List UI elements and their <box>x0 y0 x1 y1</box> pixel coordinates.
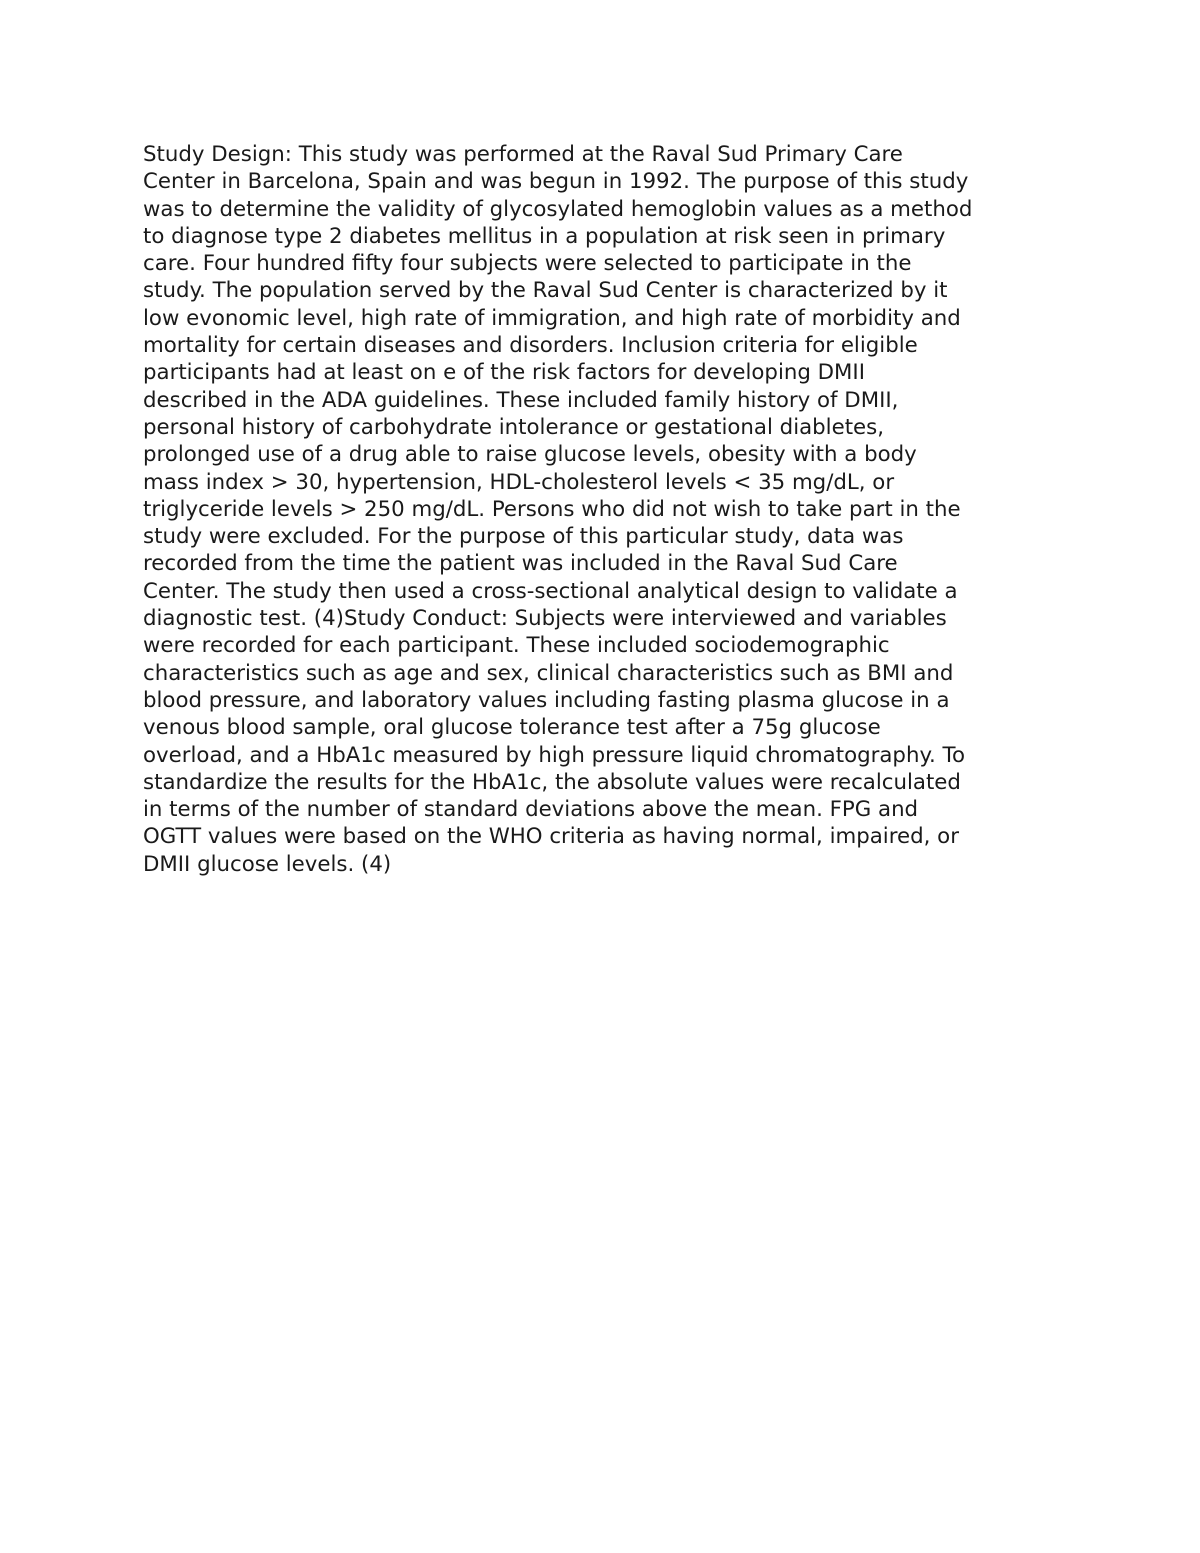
text-line: described in the ADA guidelines. These included family history of DMII, <box>143 387 899 413</box>
text-line: personal history of carbohydrate intolerance or gestational diabletes, <box>143 414 885 440</box>
text-line: Center in Barcelona, Spain and was begun in 1992. The purpose of this study <box>143 169 969 195</box>
text-line: to diagnose type 2 diabetes mellitus in a population at risk seen in primary <box>143 223 946 249</box>
text-line: was to determine the validity of glycosylated hemoglobin values as a method <box>143 196 973 222</box>
text-line: overload, and a HbA1c measured by high pressure liquid chromatography. To <box>143 742 965 768</box>
text-line: characteristics such as age and sex, clinical characteristics such as BMI and <box>143 660 954 686</box>
text-line: triglyceride levels > 250 mg/dL. Persons who did not wish to take part in the <box>143 496 961 522</box>
text-line: prolonged use of a drug able to raise glucose levels, obesity with a body <box>143 442 917 468</box>
text-line: study. The population served by the Raval Sud Center is characterized by it <box>143 278 948 304</box>
text-line: venous blood sample, oral glucose tolerance test after a 75g glucose <box>143 715 881 741</box>
text-line: mass index > 30, hypertension, HDL-cholesterol levels < 35 mg/dL, or <box>143 469 895 495</box>
text-line: DMII glucose levels. (4) <box>143 851 392 877</box>
text-line: recorded from the time the patient was included in the Raval Sud Care <box>143 551 898 577</box>
text-line: participants had at least on e of the risk factors for developing DMII <box>143 360 865 386</box>
text-line: care. Four hundred fifty four subjects were selected to participate in the <box>143 251 912 277</box>
text-line: Study Design: This study was performed at the Raval Sud Primary Care <box>143 142 903 167</box>
text-line: diagnostic test. (4)Study Conduct: Subjects were interviewed and variables <box>143 606 947 632</box>
text-line: low evonomic level, high rate of immigration, and high rate of morbidity and <box>143 305 961 331</box>
text-line: study were excluded. For the purpose of this particular study, data was <box>143 524 904 550</box>
text-line: in terms of the number of standard deviations above the mean. FPG and <box>143 797 919 823</box>
body-paragraph <box>143 141 1073 878</box>
text-line: blood pressure, and laboratory values including fasting plasma glucose in a <box>143 687 950 713</box>
text-line: OGTT values were based on the WHO criteria as having normal, impaired, or <box>143 824 959 850</box>
text-line: mortality for certain diseases and disorders. Inclusion criteria for eligible <box>143 333 918 359</box>
text-line: were recorded for each participant. These included sociodemographic <box>143 633 890 659</box>
text-line: standardize the results for the HbA1c, the absolute values were recalculated <box>143 769 961 795</box>
text-line: Center. The study then used a cross-sectional analytical design to validate a <box>143 578 958 604</box>
